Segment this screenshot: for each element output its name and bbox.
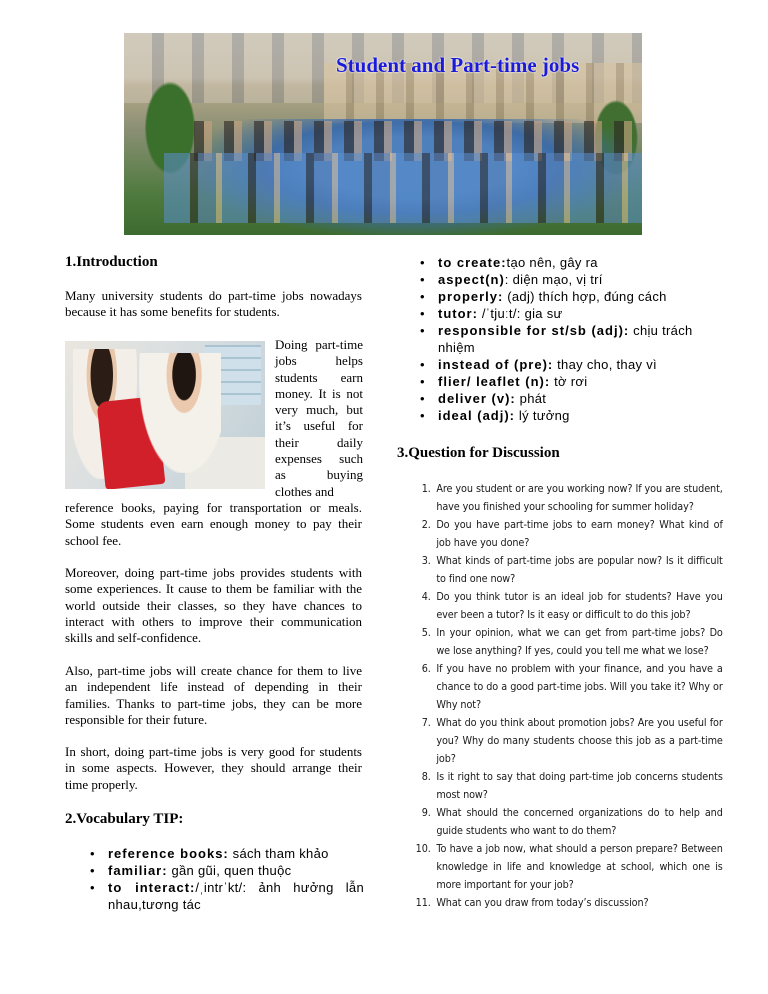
intro-paragraph-1: Many university students do part-time jobs nowadays because it has some benefits for students. xyxy=(65,288,362,320)
page-title: Student and Part-time jobs xyxy=(336,53,580,77)
vocab-item: • instead of (pre): thay cho, thay vì xyxy=(414,356,706,373)
question-item: 10. To have a job now, what should a person prepare? Between knowledge in life and knowledge at school, which one is more important for your job? xyxy=(415,843,723,891)
intro-paragraph-2-rest: reference books, paying for transportation or meals. Some students even earn enough money to pay their school fee. xyxy=(65,500,362,548)
student-figure-2 xyxy=(139,353,221,473)
vocab-item: • to create:tạo nên, gây ra xyxy=(414,254,706,271)
intro-paragraph-5: In short, doing part-time jobs is very good for students in some aspects. However, they should arrange their time properly. xyxy=(65,744,362,792)
question-item: 1. Are you student or are you working now? If you are student, have you finished your schooling for summer holiday? xyxy=(421,483,723,513)
discussion-question-list xyxy=(414,480,723,912)
vocab-item: • reference books: sách tham khảo xyxy=(84,845,364,862)
question-item: 11. What can you draw from today’s discussion? xyxy=(415,897,649,909)
introduction-heading: 1.Introduction xyxy=(65,254,158,270)
student-uniforms xyxy=(164,153,642,223)
intro-paragraph-3: Moreover, doing part-time jobs provides students with some experiences. It cause to them be familiar with the world outside their classes, so they have chances to interact with others to improve their communication skills and self-confidence. xyxy=(65,565,362,646)
intro-paragraph-4: Also, part-time jobs will create chance for them to live an independent life instead of depending in their families. Thanks to part-time jobs, they can be more responsible for their future. xyxy=(65,663,362,727)
vocab-item: • tutor: /ˈtjuːt/: gia sư xyxy=(414,305,706,322)
vocab-item: • ideal (adj): lý tưởng xyxy=(414,407,706,424)
vocabulary-heading: 2.Vocabulary TIP: xyxy=(65,811,184,827)
vocab-item: • responsible for st/sb (adj): chịu trách nhiệm xyxy=(414,322,706,356)
vocab-item: • flier/ leaflet (n): tờ rơi xyxy=(414,373,706,390)
students-studying-photo xyxy=(65,341,265,489)
question-item: 2. Do you have part-time jobs to earn money? What kind of job have you done? xyxy=(421,519,723,549)
discussion-heading: 3.Question for Discussion xyxy=(397,445,560,461)
vocabulary-list-right xyxy=(414,254,706,424)
vocab-item: • aspect(n): diện mạo, vị trí xyxy=(414,271,706,288)
vocabulary-list-left xyxy=(84,845,364,913)
question-item: 5. In your opinion, what we can get from part-time jobs? Do we lose anything? If yes, could you tell me what we lose? xyxy=(421,627,723,657)
question-item: 8. Is it right to say that doing part-time job concerns students most now? xyxy=(421,771,723,801)
vocab-item: • deliver (v): phát xyxy=(414,390,706,407)
question-item: 9. What should the concerned organizations do to help and guide students who want to do them? xyxy=(421,807,723,837)
question-item: 3. What kinds of part-time jobs are popular now? Is it difficult to find one now? xyxy=(421,555,723,585)
intro-paragraph-2-side: Doing part-time jobs helps students earn money. It is not very much, but it’s useful for their daily expenses such as buying clothes and xyxy=(275,337,363,499)
vocab-item: • to interact:/ˌintrˈkt/: ảnh hưởng lẫn nhau,tương tác xyxy=(84,879,364,913)
vocab-item: • properly: (adj) thích hợp, đúng cách xyxy=(414,288,706,305)
question-item: 6. If you have no problem with your finance, and you have a chance to do a good part-time jobs. Will you take it? Why or Why not? xyxy=(421,663,723,711)
vocab-item: • familiar: gần gũi, quen thuộc xyxy=(84,862,364,879)
question-item: 7. What do you think about promotion jobs? Are you useful for you? Why do many students choose this job as a part-time job? xyxy=(421,717,723,765)
question-item: 4. Do you think tutor is an ideal job for students? Have you ever been a tutor? Is it easy or difficult to do this job? xyxy=(421,591,723,621)
